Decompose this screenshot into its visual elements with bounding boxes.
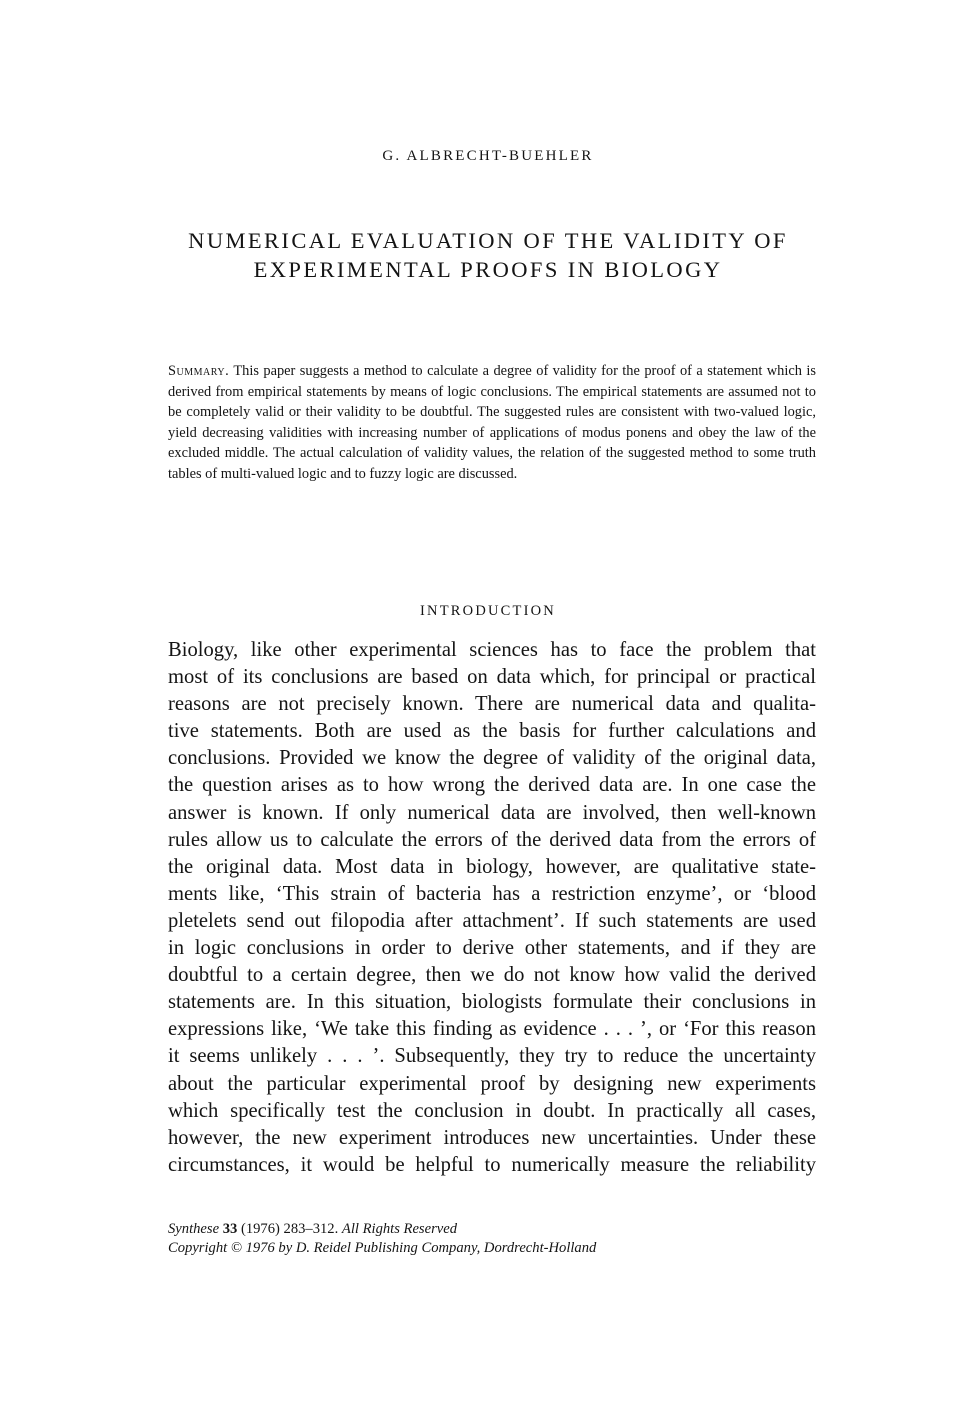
summary-text: This paper suggests a method to calculate a degree of validity for the proof of a statement which is derived from empirical statements by means of logic conclusions. The empirical statements are assumed not to be completely valid or their validity to be doubtful. The suggested rules are consistent with two-valued logic, yield decreasing validities with increasing number of applications of modus ponens and obey the law of the excluded middle. The actual calculation of validity values, the relation of the suggested method to some truth tables of multi-valued logic and to fuzzy logic are discussed.: [168, 363, 816, 482]
body-line: it seems unlikely . . . ’. Subsequently, they try to reduce the uncertainty: [168, 1045, 816, 1068]
body-line: answer is known. If only numerical data are involved, then well-known: [168, 801, 816, 824]
rights-statement: All Rights Reserved: [341, 1221, 458, 1237]
citation-line: [168, 1220, 816, 1239]
body-line: in logic conclusions in order to derive other statements, and if they are: [168, 937, 816, 960]
section-heading-introduction: INTRODUCTION: [420, 603, 556, 619]
body-line: ments like, ‘This strain of bacteria has a restriction enzyme’, or ‘blood: [168, 882, 816, 905]
body-line: tive statements. Both are used as the basis for further calculations and: [168, 720, 816, 743]
body-line: Biology, like other experimental sciences has to face the problem that: [168, 639, 816, 661]
paper-title: [120, 226, 856, 284]
journal-year-pages: (1976) 283–312.: [240, 1221, 339, 1237]
body-line: however, the new experiment introduces new uncertainties. Under these: [168, 1126, 816, 1149]
summary-abstract: [168, 361, 816, 485]
title-line-2: EXPERIMENTAL PROOFS IN BIOLOGY: [253, 257, 723, 282]
journal-volume: 33: [222, 1221, 238, 1237]
title-line-1: NUMERICAL EVALUATION OF THE VALIDITY OF: [188, 228, 788, 253]
body-line: most of its conclusions are based on data which, for principal or practical: [168, 666, 816, 689]
journal-name: Synthese: [168, 1221, 220, 1237]
body-line: statements are. In this situation, biologists formulate their conclusions in: [168, 991, 816, 1014]
body-line: circumstances, it would be helpful to numerically measure the reliability: [168, 1153, 816, 1176]
body-line: about the particular experimental proof by designing new experiments: [168, 1072, 816, 1095]
body-line: rules allow us to calculate the errors of the derived data from the errors of: [168, 828, 816, 851]
body-line: which specifically test the conclusion in doubt. In practically all cases,: [168, 1099, 816, 1122]
author-name: G. ALBRECHT-BUEHLER: [382, 148, 594, 164]
introduction-body: [168, 637, 816, 1179]
body-line: doubtful to a certain degree, then we do not know how valid the derived: [168, 964, 816, 987]
citation-footer: [168, 1220, 816, 1258]
body-line: reasons are not precisely known. There are numerical data and qualita-: [168, 693, 816, 716]
body-line: conclusions. Provided we know the degree of validity of the original data,: [168, 747, 816, 770]
copyright-line: Copyright © 1976 by D. Reidel Publishing Company, Dordrecht-Holland: [168, 1240, 597, 1256]
body-line: expressions like, ‘We take this finding as evidence . . . ’, or ‘For this reason: [168, 1018, 816, 1041]
summary-label: Summary.: [168, 363, 230, 379]
body-line: the original data. Most data in biology, however, are qualitative state-: [168, 855, 816, 878]
body-line: the question arises as to how wrong the derived data are. In one case the: [168, 774, 816, 797]
body-line: pletelets send out filopodia after attachment’. If such statements are used: [168, 909, 816, 932]
